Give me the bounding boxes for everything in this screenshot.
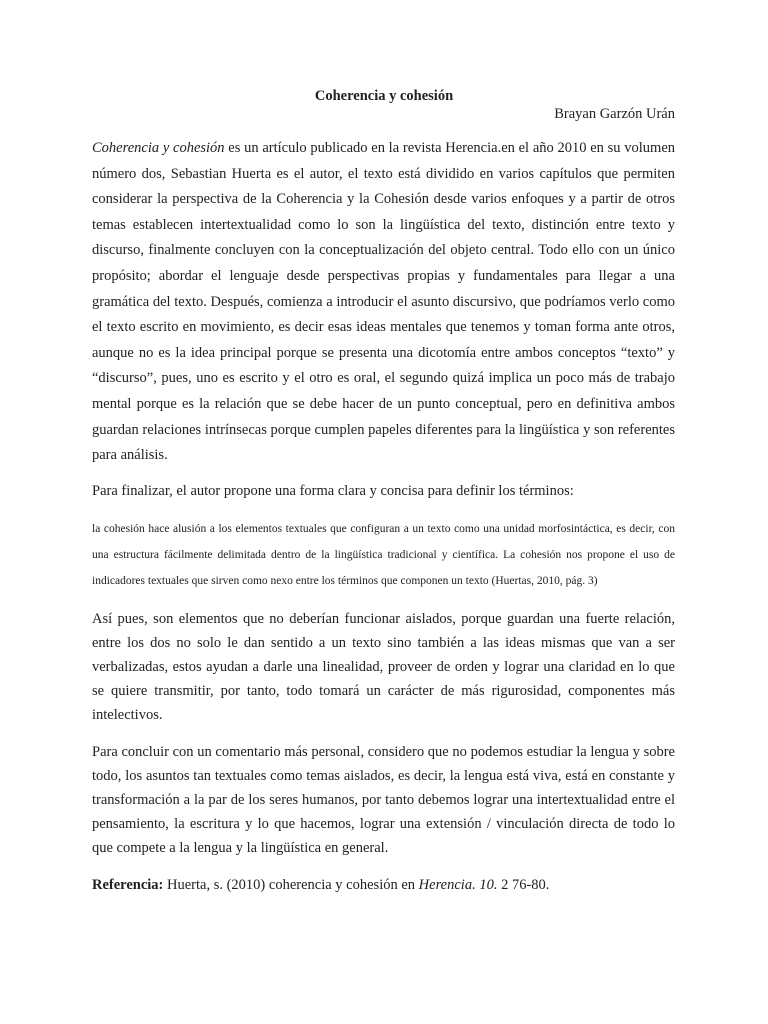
- document-title: Coherencia y cohesión: [314, 88, 454, 104]
- reference-text-before: Huerta, s. (2010) coherencia y cohesión en: [163, 877, 419, 894]
- reference-journal: Herencia. 10.: [418, 877, 498, 894]
- paragraph-definition-intro: Para finalizar, el autor propone una forma clara y concisa para definir los términos:: [92, 482, 574, 499]
- paragraph-analysis: Así pues, son elementos que no deberían funcionar aislados, porque guardan una fuerte relación, entre los dos no solo le dan sentido a un texto sino también a las ideas mismas que van a ser verbalizadas, estos ayudan a darle una linealidad, proveer de orden y lograr una claridad en lo que se quiere transmitir, por tanto, todo tomará un carácter de más rigurosidad, componentes más intelectivos.: [92, 611, 675, 724]
- paragraph-conclusion: Para concluir con un comentario más personal, considero que no podemos estudiar la lengua y sobre todo, los asuntos tan textuales como temas aislados, es decir, la lengua está viva, está en constante y transformación a la par de los seres humanos, por tanto debemos lograr una intertextualidad entre el pensamiento, la escritura y lo que hacemos, lograr una extensión / vinculación directa de todo lo que compete a la lengua y la lingüística en general.: [92, 744, 675, 857]
- paragraph-intro-text: es un artículo publicado en la revista Herencia.en el año 2010 en su volumen número dos, Sebastian Huerta es el autor, el texto está dividido en varios capítulos que permiten considerar la perspectiva de la Coherencia y la Cohesión desde varios enfoques y a partir de otros temas establecen intertextualidad como lo son la lingüística del texto, distinción entre texto y discurso, finalmente concluyen con la conceptualización del objeto central. Todo ello con un único propósito; abordar el lenguaje desde perspectivas propias y fundamentales para llegar a una gramática del texto. Después, comienza a introducir el asunto discursivo, que podríamos verlo como el texto escrito en movimiento, es decir esas ideas mentales que tenemos y toman forma ante otros, aunque no es la idea principal porque se presenta una dicotomía entre ambos conceptos “texto” y “discurso”, pues, uno es escrito y el otro es oral, el segundo quizá implica un poco más de trabajo mental porque es la relación que se debe hacer de un punto conceptual, pero en definitiva ambos guardan relaciones intrínsecas porque cumplen papeles diferentes para la lingüística y son referentes para análisis.: [92, 140, 676, 464]
- article-title-italic: Coherencia y cohesión: [92, 140, 225, 156]
- author-name: Brayan Garzón Urán: [554, 106, 675, 122]
- reference-line: [92, 873, 675, 899]
- document-body: [92, 136, 675, 912]
- reference-text-after: 2 76-80.: [497, 877, 550, 894]
- reference-label: Referencia:: [92, 877, 164, 894]
- block-quote: la cohesión hace alusión a los elementos textuales que configuran a un texto como una unidad morfosintáctica, es decir, con una estructura fácilmente delimitada dentro de la lingüística tradicional y científica. La cohesión nos propone el uso de indicadores textuales que sirven como nexo entre los términos que componen un texto (Huertas, 2010, pág. 3): [92, 523, 675, 587]
- paragraph-intro: [92, 136, 675, 469]
